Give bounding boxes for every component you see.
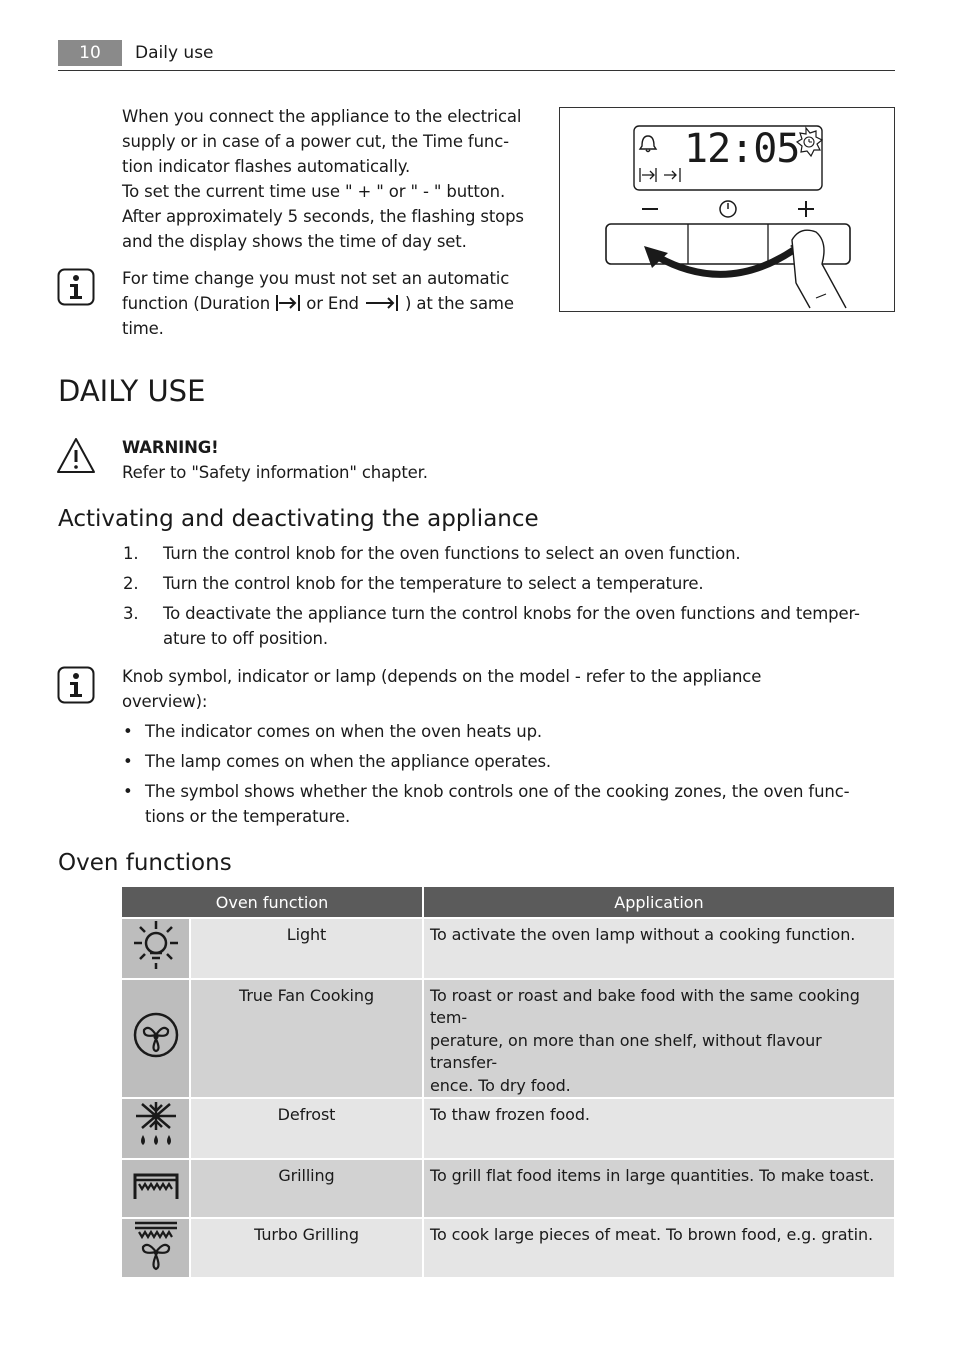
application-line: To thaw frozen food. bbox=[430, 1105, 590, 1124]
end-icon bbox=[364, 294, 400, 312]
table-row bbox=[122, 1098, 894, 1159]
knob-bullets bbox=[122, 719, 892, 834]
function-application bbox=[423, 918, 894, 979]
grill-icon bbox=[130, 1165, 182, 1205]
paragraph-line: To set the current time use " + " or " - " button. bbox=[122, 182, 506, 201]
warning-block bbox=[122, 435, 822, 485]
page-number: 10 bbox=[58, 40, 122, 66]
function-name: True Fan Cooking bbox=[190, 979, 423, 1099]
step-text: Turn the control knob for the oven functions to select an oven function. bbox=[163, 544, 741, 563]
paragraph-line: tion indicator flashes automatically. bbox=[122, 157, 411, 176]
function-name: Light bbox=[190, 918, 423, 979]
note-line bbox=[122, 291, 547, 316]
oven-functions-heading: Oven functions bbox=[58, 850, 232, 876]
paragraph-line: and the display shows the time of day set. bbox=[122, 232, 467, 251]
function-icon-cell bbox=[122, 1098, 190, 1159]
list-item bbox=[58, 571, 898, 596]
application-line: perature, on more than one shelf, without flavour transfer- bbox=[430, 1030, 822, 1072]
function-name: Grilling bbox=[190, 1159, 423, 1218]
bullet-text: The indicator comes on when the oven heats up. bbox=[145, 722, 542, 741]
function-icon-cell bbox=[122, 1159, 190, 1218]
function-name: Defrost bbox=[190, 1098, 423, 1159]
note-line: Knob symbol, indicator or lamp (depends on the model - refer to the appliance bbox=[122, 667, 762, 686]
table-row bbox=[122, 1218, 894, 1278]
function-application bbox=[423, 1159, 894, 1218]
bullet-dot: • bbox=[123, 722, 133, 741]
list-item bbox=[58, 601, 898, 651]
function-name: Turbo Grilling bbox=[190, 1218, 423, 1278]
bullet-dot: • bbox=[123, 782, 133, 801]
step-number: 2. bbox=[123, 574, 139, 593]
turbo-grill-icon bbox=[130, 1219, 182, 1271]
list-item bbox=[58, 541, 898, 566]
control-panel-illustration bbox=[559, 107, 895, 312]
step-text: ature to off position. bbox=[163, 629, 328, 648]
application-line: To grill flat food items in large quantities. To make toast. bbox=[430, 1165, 875, 1185]
bullet-text: The symbol shows whether the knob controls one of the cooking zones, the oven func- bbox=[145, 782, 850, 801]
application-line: To roast or roast and bake food with the same cooking tem- bbox=[430, 985, 860, 1027]
col-header-function: Oven function bbox=[122, 887, 423, 918]
note-text: or End bbox=[301, 294, 364, 313]
table-header-row bbox=[122, 887, 894, 918]
function-icon-cell bbox=[122, 979, 190, 1099]
note-line: overview): bbox=[122, 692, 208, 711]
function-icon-cell bbox=[122, 918, 190, 979]
paragraph-line: supply or in case of a power cut, the Time func- bbox=[122, 132, 509, 151]
info-icon bbox=[57, 268, 95, 306]
function-application bbox=[423, 979, 894, 1099]
defrost-icon bbox=[130, 1099, 182, 1151]
note-line: For time change you must not set an automatic bbox=[122, 269, 510, 288]
paragraph-line: When you connect the appliance to the electrical bbox=[122, 107, 522, 126]
col-header-application: Application bbox=[423, 887, 894, 918]
note-text: ) at the same bbox=[399, 294, 514, 313]
warning-icon bbox=[56, 437, 96, 475]
paragraph-line: After approximately 5 seconds, the flashing stops bbox=[122, 207, 524, 226]
bullet-dot: • bbox=[123, 752, 133, 771]
display-time: 12:05 bbox=[684, 126, 800, 172]
warning-text: Refer to "Safety information" chapter. bbox=[122, 463, 428, 482]
note-text: function (Duration bbox=[122, 294, 276, 313]
function-icon-cell bbox=[122, 1218, 190, 1278]
function-application bbox=[423, 1218, 894, 1278]
time-change-note bbox=[122, 266, 547, 341]
knob-note bbox=[122, 664, 892, 714]
header-rule bbox=[58, 70, 895, 71]
time-setting-paragraph bbox=[122, 104, 547, 254]
application-line: To activate the oven lamp without a cooking function. bbox=[430, 925, 856, 944]
section-name: Daily use bbox=[135, 43, 214, 63]
step-text: Turn the control knob for the temperature to select a temperature. bbox=[163, 574, 704, 593]
oven-functions-table bbox=[122, 887, 894, 1277]
activating-steps bbox=[58, 541, 898, 656]
step-text: To deactivate the appliance turn the control knobs for the oven functions and temper- bbox=[163, 604, 860, 623]
lamp-icon bbox=[130, 919, 182, 971]
step-number: 3. bbox=[123, 604, 139, 623]
page-title: DAILY USE bbox=[58, 374, 206, 408]
bullet-text: The lamp comes on when the appliance operates. bbox=[145, 752, 552, 771]
fan-icon bbox=[131, 1010, 181, 1060]
table-row bbox=[122, 918, 894, 979]
application-line: To cook large pieces of meat. To brown food, e.g. gratin. bbox=[430, 1224, 873, 1244]
application-line: ence. To dry food. bbox=[430, 1075, 571, 1095]
duration-icon bbox=[275, 294, 301, 312]
info-icon bbox=[57, 666, 95, 704]
step-number: 1. bbox=[123, 544, 139, 563]
table-row bbox=[122, 1159, 894, 1218]
warning-label: WARNING! bbox=[122, 438, 219, 457]
bullet-text: tions or the temperature. bbox=[145, 807, 351, 826]
list-item bbox=[122, 779, 892, 829]
note-line: time. bbox=[122, 319, 164, 338]
activating-heading: Activating and deactivating the appliance bbox=[58, 506, 539, 532]
function-application bbox=[423, 1098, 894, 1159]
table-row bbox=[122, 979, 894, 1099]
list-item bbox=[122, 749, 892, 774]
list-item bbox=[122, 719, 892, 744]
